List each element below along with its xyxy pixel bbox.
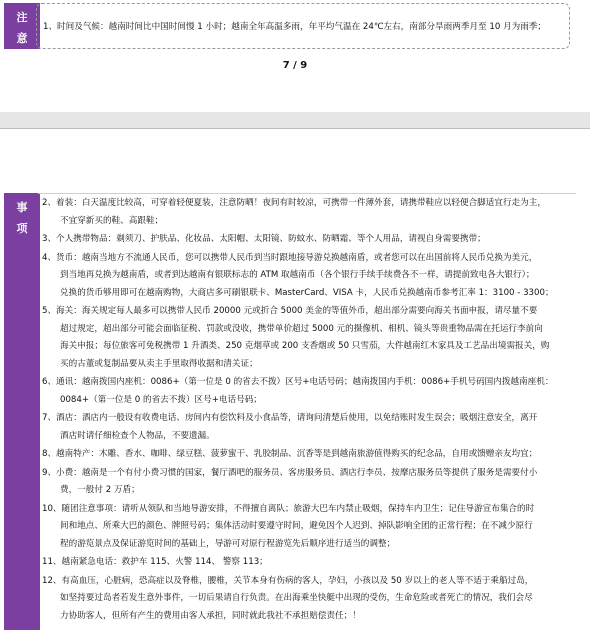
list-item-text: 5、海关：海关规定每人最多可以携带人民币 20000 元或折合 5000 美金的等值外币，超出部分需要向海关书面申报，请尽量不要 (42, 306, 538, 316)
list-item (42, 573, 577, 626)
list-item (42, 554, 577, 572)
side-label-notes (4, 3, 40, 49)
page-number: 7 / 9 (282, 60, 308, 71)
list-item-continuation: 程的游览景点及保证游览时间的基础上，导游可对原行程游览先后顺序进行适当的调整； (60, 538, 396, 549)
list-item-text: 9、小费：越南是一个有付小费习惯的国家，餐厅酒吧的服务员、客房服务员、酒店行李员、按摩店服务员等提供了服务是需要付小 (42, 467, 538, 478)
list-item (42, 410, 577, 445)
list-item-text: 7、酒店：酒店内一般设有收费电话、房间内有偿饮料及小食品等，请询问清楚后使用，以免结账时发生误会；吸烟注意安全，离开 (42, 413, 538, 423)
list-item (42, 446, 577, 464)
list-item-continuation: 如坚持要过岛者若发生意外事件，一切后果请自行负责。在出海乘坐快艇中出现的受伤，生命危险或者死亡的情况，我们会尽 (60, 593, 533, 603)
list-item (42, 303, 577, 373)
list-item-continuation: 到当地再兑换为越南盾，或者到达越南有银联标志的 ATM 取越南币（各个银行手续手续费各不一样，请提前致电各大银行）； (60, 270, 535, 280)
list-item-text: 11、越南紧急电话：救护车 115、火警 114、 警察 113； (42, 557, 268, 567)
list-item (42, 231, 577, 249)
side-label-char: 事 (16, 201, 28, 214)
list-item (42, 374, 577, 409)
side-label-char: 注 (16, 11, 28, 24)
side-label-char: 意 (16, 32, 28, 45)
side-label-char: 项 (16, 222, 28, 235)
list-item-text: 6、通讯：越南拨国内座机：0086+（第一位是 0 的省去不拨）区号+电话号码；越南拨国内手机：0086+手机号码国内拨越南座机： (42, 377, 554, 387)
list-item-continuation: 间和地点、所乘大巴的颜色、牌照号码；集体活动时要遵守时间，避免因个人迟到、掉队影响全团的正常行程；在不减少原行 (60, 521, 533, 531)
list-item-continuation: 不宜穿新买的鞋、高跟鞋； (60, 215, 164, 226)
notes-box (36, 3, 570, 49)
list-item-continuation: 0084+（第一位是 0 的省去不拨）区号+电话号码； (60, 394, 262, 405)
list-item-text: 3、个人携带物品：剃须刀、护肤品、化妆品、太阳帽、太阳镜、防蚊水、防晒霜、等个人用品，请视自身需要携带； (42, 234, 486, 244)
list-item (42, 465, 577, 500)
list-item-text: 4、货币：越南当地方不流通人民币，您可以携带人民币到当时跟地接导游兑换越南盾，或者您可以在出国前将人民币兑换为美元， (42, 252, 538, 263)
page-gap (0, 112, 590, 128)
list-item-continuation: 兑换的货币够用即可在越南购物，大商店多可刷银联卡、MasterCard、VISA 卡，人民币兑换越南币参考汇率 1：3100 - 3300； (60, 287, 554, 298)
list-item-continuation: 酒店时请仔细检查个人物品，不要遗漏。 (60, 430, 215, 441)
list-item-text: 12、有高血压，心脏病，恐高症以及脊椎，腰椎，关节本身有伤病的客人，孕妇，小孩以及 50 岁以上的老人等不适于乘船过岛， (42, 575, 534, 586)
list-item-continuation: 超过规定，超出部分可能会面临征税、罚款或没收，携带单价超过 5000 元的摄像机、相机、镜头等贵重物品需在托运行李前向 (60, 323, 543, 334)
list-item (42, 501, 577, 554)
note-line-1: 1、时间及气候：越南时间比中国时间慢 1 小时；越南全年高温多雨，年平均气温在 24℃左右，南部分旱雨两季月至 10 月为雨季； (43, 22, 546, 32)
list-item (42, 195, 577, 230)
list-item-text: 2、着装：白天温度比较高，可穿着轻便夏装，注意防晒！夜间有时较凉，可携带一件薄外套，请携带鞋应以轻便合脚适宜行走为主， (42, 198, 546, 208)
list-item-continuation: 力协助客人，但所有产生的费用由客人承担，同时就此我社不承担赔偿责任；！ (60, 610, 361, 621)
page-7 (0, 0, 590, 113)
list-item-text: 8、越南特产：木雕、香水、咖啡、绿豆糕、菠萝蜜干、乳胶制品、沉香等是到越南旅游值得购买的纪念品，自用或馈赠亲友均宜； (42, 449, 538, 459)
list-item-continuation: 海关申报；每位旅客可免税携带 1 升酒类、250 克烟草或 200 支香烟或 50 只雪茄，大件越南红木家具及工艺品出境需报关，购 (60, 341, 550, 351)
notes-list (42, 195, 577, 626)
page-8 (0, 128, 590, 630)
list-item-continuation: 买的古董或复制品要从卖主手里取得收据和清关证； (60, 358, 258, 369)
list-item (42, 250, 577, 303)
section-divider (38, 193, 576, 194)
list-item-text: 10、随团注意事项：请听从领队和当地导游安排，不得擅自离队；旅游大巴车内禁止吸烟，保持车内卫生；记住导游宣布集合的时 (42, 503, 535, 514)
list-item-continuation: 费，一般付 2 万盾； (60, 485, 140, 495)
side-label-notes-continued (4, 193, 40, 630)
